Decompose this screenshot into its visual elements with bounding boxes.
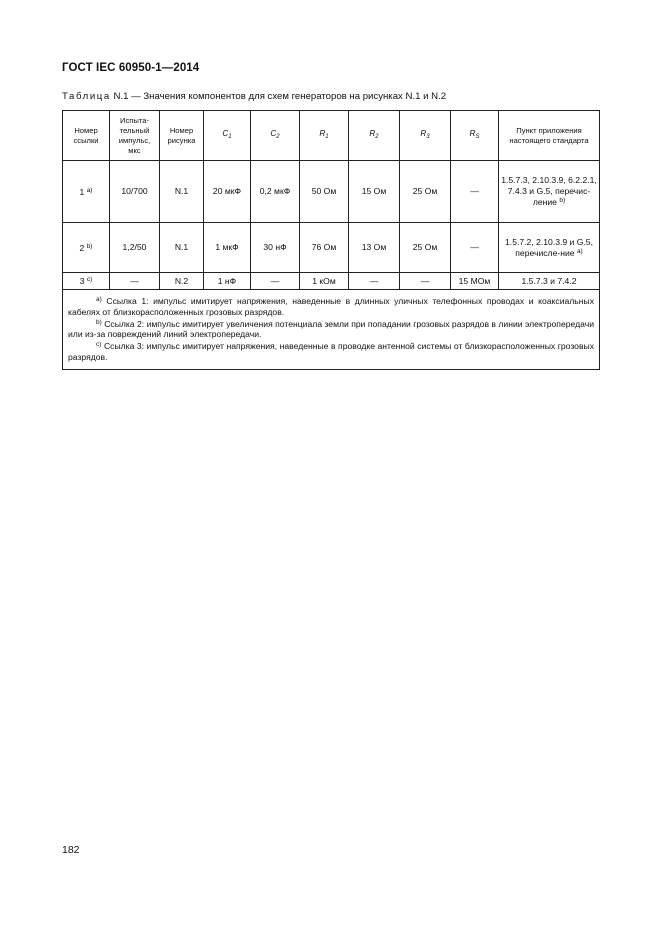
cell-pulse: — bbox=[110, 273, 160, 290]
footnote-b: $^{b)}$ Ссылка 2: импульс имитирует увеличения потенциала земли при попадании грозовых разрядов в линии электропередачи или из-за повреждений линий электропередачи. bbox=[68, 318, 594, 340]
cell-rs: — bbox=[451, 161, 499, 223]
cell-figure: N.1 bbox=[160, 161, 204, 223]
cell-c2: 30 нФ bbox=[251, 223, 300, 273]
cell-r3: 25 Ом bbox=[400, 161, 451, 223]
cell-pulse: 10/700 bbox=[110, 161, 160, 223]
table-header-row bbox=[63, 111, 600, 161]
page-number: 182 bbox=[62, 844, 80, 856]
header-c1: $C_1$ bbox=[204, 111, 251, 161]
cell-r3: — bbox=[400, 273, 451, 290]
cell-c1: 20 мкФ bbox=[204, 161, 251, 223]
header-clause: Пункт приложения настоящего стандарта bbox=[499, 111, 600, 161]
cell-r2: 15 Ом bbox=[349, 161, 400, 223]
cell-c2: 0,2 мкФ bbox=[251, 161, 300, 223]
header-r3: $R_3$ bbox=[400, 111, 451, 161]
cell-clause: 1.5.7.3 и 7.4.2 bbox=[499, 273, 600, 290]
footnote-c: $^{c)}$ Ссылка 3: импульс имитирует напряжения, наведенные в проводке антенной системы от близкорасположенных грозовых разрядов. bbox=[68, 341, 594, 362]
cell-r2: — bbox=[349, 273, 400, 290]
header-c2: $C_2$ bbox=[251, 111, 300, 161]
cell-clause: 1.5.7.3, 2.10.3.9, 6.2.2.1, 7.4.3 и G.5, перечис-ление $^{b)}$ bbox=[499, 161, 600, 223]
table-notes-row bbox=[63, 290, 600, 370]
table-row bbox=[63, 161, 600, 223]
components-table-container bbox=[62, 110, 599, 370]
cell-r1: 1 кОм bbox=[300, 273, 349, 290]
cell-r3: 25 Ом bbox=[400, 223, 451, 273]
header-rs: $R_S$ bbox=[451, 111, 499, 161]
cell-r2: 13 Ом bbox=[349, 223, 400, 273]
components-table bbox=[62, 110, 600, 370]
cell-ref: 3 $^{c)}$ bbox=[63, 273, 110, 290]
table-caption-label: Таблица bbox=[62, 91, 111, 102]
table-caption bbox=[62, 91, 446, 102]
table-notes bbox=[63, 290, 600, 370]
table-caption-text: N.1 — Значения компонентов для схем генераторов на рисунках N.1 и N.2 bbox=[113, 91, 447, 102]
header-r1: $R_1$ bbox=[300, 111, 349, 161]
cell-c1: 1 мкФ bbox=[204, 223, 251, 273]
cell-r1: 76 Ом bbox=[300, 223, 349, 273]
cell-figure: N.1 bbox=[160, 223, 204, 273]
header-ref-no: Номер ссылки bbox=[63, 111, 110, 161]
header-r2: $R_2$ bbox=[349, 111, 400, 161]
table-row bbox=[63, 273, 600, 290]
header-figure-no: Номер рисунка bbox=[160, 111, 204, 161]
header-test-pulse: Испыта-тельный импульс, мкс bbox=[110, 111, 160, 161]
cell-r1: 50 Ом bbox=[300, 161, 349, 223]
cell-clause: 1.5.7.2, 2.10.3.9 и G.5, перечисле-ние $^{a)}$ bbox=[499, 223, 600, 273]
cell-c1: 1 нФ bbox=[204, 273, 251, 290]
cell-ref: 2 $^{b)}$ bbox=[63, 223, 110, 273]
table-row bbox=[63, 223, 600, 273]
footnote-a: $^{a)}$ Ссылка 1: импульс имитирует напряжения, наведенные в длинных уличных телефонных проводах и коаксиальных кабелях от близкорасположенных грозовых разрядов. bbox=[68, 296, 594, 317]
cell-rs: — bbox=[451, 223, 499, 273]
cell-pulse: 1,2/50 bbox=[110, 223, 160, 273]
document-header: ГОСТ IEC 60950-1—2014 bbox=[62, 62, 200, 74]
cell-figure: N.2 bbox=[160, 273, 204, 290]
cell-ref: 1 $^{a)}$ bbox=[63, 161, 110, 223]
cell-rs: 15 МОм bbox=[451, 273, 499, 290]
cell-c2: — bbox=[251, 273, 300, 290]
